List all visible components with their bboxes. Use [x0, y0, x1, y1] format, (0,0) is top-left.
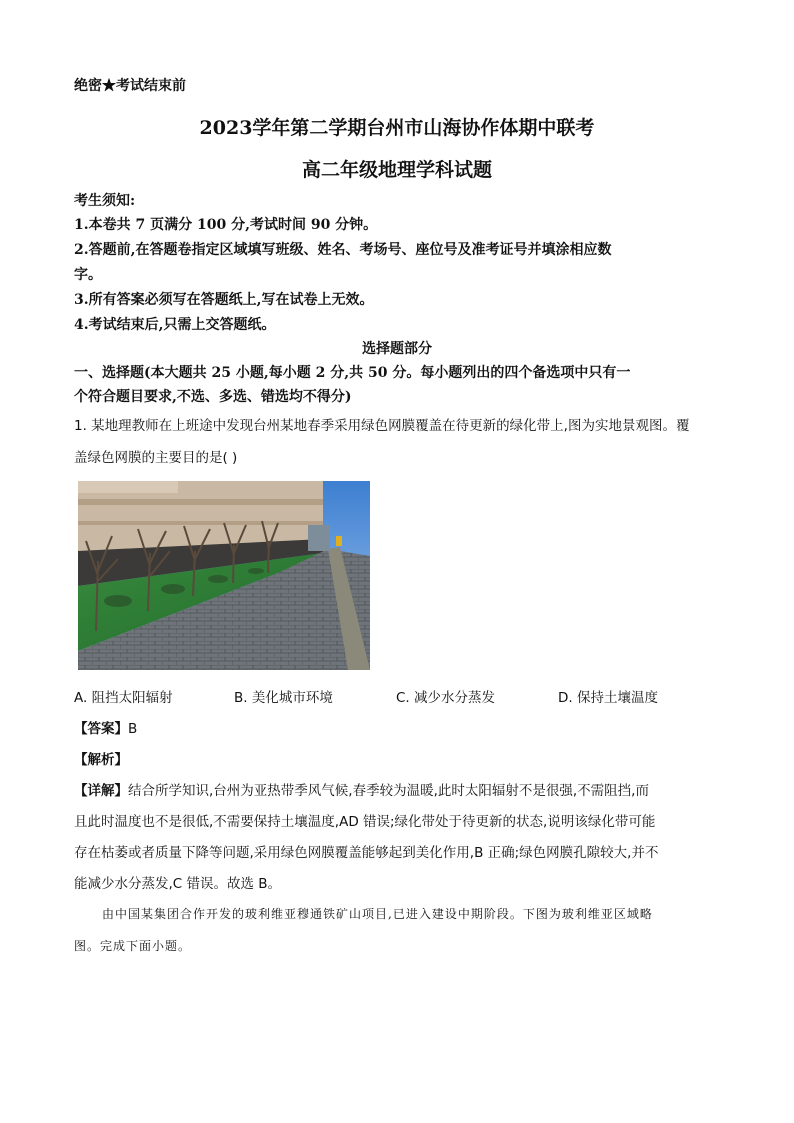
detail-label: 【详解】 — [74, 783, 128, 799]
section-description: 一、选择题(本大题共 25 小题,每小题 2 分,共 50 分。每小题列出的四个备选项中只有一 — [74, 365, 631, 381]
next-intro-line-1: 由中国某集团合作开发的玻利维亚穆通铁矿山项目,已进入建设中期阶段。下图为玻利维亚区域略 — [102, 907, 653, 921]
exam-subtitle: 高二年级地理学科试题 — [301, 159, 492, 181]
next-intro-line-2: 图。完成下面小题。 — [74, 939, 192, 953]
answer-line — [74, 717, 137, 737]
notice-line-3: 3.所有答案必须写在答题纸上,写在试卷上无效。 — [74, 292, 374, 308]
answer-value: B — [128, 721, 138, 737]
detail-line-4: 能减少水分蒸发,C 错误。故选 B。 — [74, 876, 282, 892]
detail-text-1: 结合所学知识,台州为亚热带季风气候,春季较为温暖,此时太阳辐射不是很强,不需阻挡,而 — [128, 783, 649, 799]
detail-line-2: 且此时温度也不是很低,不需要保持土壤温度,AD 错误;绿化带处于待更新的状态,说明该绿化带可能 — [74, 814, 656, 830]
confidential-mark: 绝密★考试结束前 — [74, 78, 186, 94]
section-part-title: 选择题部分 — [362, 341, 432, 357]
notice-line-4: 4.考试结束后,只需上交答题纸。 — [74, 317, 276, 333]
detail-line-3: 存在枯萎或者质量下降等问题,采用绿色网膜覆盖能够起到美化作用,B 正确;绿色网膜孔隙较大,并不 — [74, 845, 659, 861]
option-d: D. 保持土壤温度 — [558, 690, 658, 706]
detail-line-1 — [74, 779, 649, 799]
landscape-photo — [78, 481, 370, 670]
answer-label: 【答案】 — [74, 721, 128, 737]
question-1-stem: 1. 某地理教师在上班途中发现台州某地春季采用绿色网膜覆盖在待更新的绿化带上,图为实地景观图。覆 — [74, 418, 690, 434]
option-c: C. 减少水分蒸发 — [396, 690, 496, 706]
notice-line-1: 1.本卷共 7 页满分 100 分,考试时间 90 分钟。 — [74, 217, 378, 233]
question-1-stem-cont: 盖绿色网膜的主要目的是( ) — [74, 450, 238, 466]
section-description-cont: 个符合题目要求,不选、多选、错选均不得分) — [74, 389, 352, 405]
option-b: B. 美化城市环境 — [234, 690, 333, 706]
option-a: A. 阻挡太阳辐射 — [74, 690, 173, 706]
notice-heading: 考生须知: — [74, 193, 136, 209]
exam-title: 2023学年第二学期台州市山海协作体期中联考 — [199, 117, 595, 139]
analysis-label: 【解析】 — [74, 752, 128, 768]
notice-line-2-cont: 字。 — [74, 267, 102, 283]
notice-line-2: 2.答题前,在答题卷指定区域填写班级、姓名、考场号、座位号及准考证号并填涂相应数 — [74, 242, 612, 258]
